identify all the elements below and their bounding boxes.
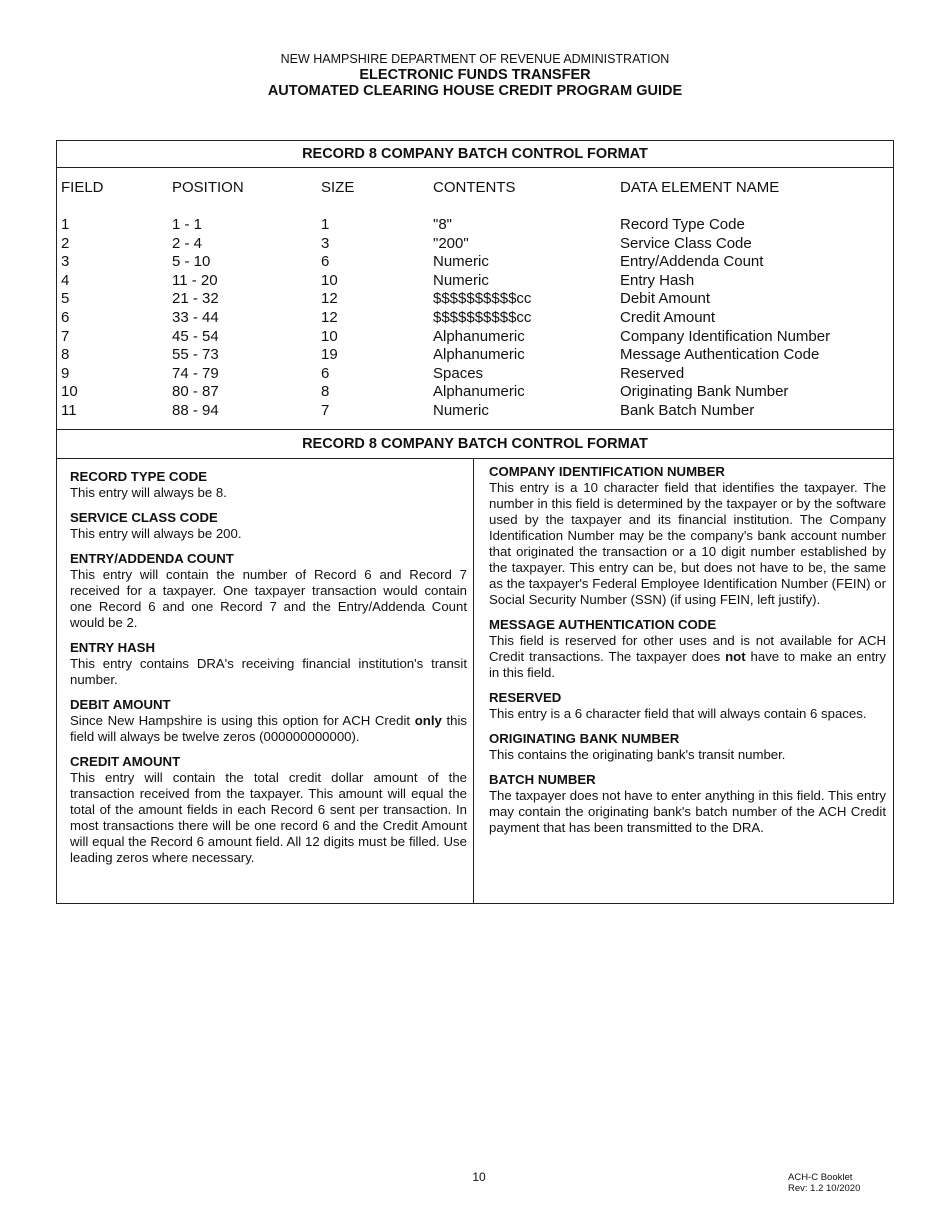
table-row: [57, 402, 893, 420]
cell-position: 88 - 94: [172, 402, 219, 419]
cell-size: 8: [321, 383, 330, 401]
table-row: [57, 216, 893, 234]
cell-contents: Alphanumeric: [433, 346, 525, 364]
cell-position: 55 - 73: [172, 346, 219, 364]
table-row: [57, 346, 893, 364]
description-text-emphasis: not: [725, 649, 746, 664]
cell-contents: Alphanumeric: [433, 383, 525, 401]
description-heading: COMPANY IDENTIFICATION NUMBER: [489, 464, 725, 479]
table-row: [57, 290, 893, 308]
document-title-line1: ELECTRONIC FUNDS TRANSFER: [359, 67, 591, 83]
cell-size: 3: [321, 234, 330, 252]
cell-data-element-name: Company Identification Number: [620, 327, 831, 345]
cell-position: 1 - 1: [172, 216, 203, 233]
description-item: [489, 690, 886, 722]
description-text: This entry is a 6 character field that will always contain 6 spaces.: [489, 706, 867, 721]
cell-contents: Numeric: [433, 253, 489, 271]
table-row: [57, 253, 893, 271]
booklet-revision: [788, 1172, 860, 1194]
description-text: This contains the originating bank's transit number.: [489, 747, 786, 762]
cell-field: 3: [61, 253, 70, 271]
description-text: This entry is a 10 character field that identifies the taxpayer. The number in this field is determined by the taxpayer or by the software used by the taxpayer and its financial institution. The Company Identification Number may be the company's bank account number that originated the transaction or a 10 digit number established by the taxpayer. This entry can be, but does not have to be, the same as the taxpayer's Federal Employee Identification Number (FEIN) or Social Security Number (SSN) (if using FEIN, left justify).: [489, 480, 886, 607]
descriptions-left-column: [70, 469, 467, 875]
cell-data-element-name: Debit Amount: [620, 290, 711, 308]
format-table-title: RECORD 8 COMPANY BATCH CONTROL FORMAT: [302, 146, 648, 162]
description-text: [489, 633, 886, 681]
cell-field: 6: [61, 309, 70, 326]
description-text: This entry will always be 200.: [70, 526, 242, 541]
description-text-part: have to make an entry in this field.: [489, 649, 886, 680]
document-header: [0, 52, 950, 99]
cell-data-element-name: Credit Amount: [620, 309, 716, 326]
description-heading: BATCH NUMBER: [489, 772, 596, 787]
description-item: [70, 754, 467, 866]
booklet-name: ACH-C Booklet: [788, 1172, 853, 1183]
description-heading: ENTRY/ADDENDA COUNT: [70, 551, 234, 566]
cell-data-element-name: Reserved: [620, 364, 685, 382]
cell-data-element-name: Entry Hash: [620, 271, 695, 289]
cell-data-element-name: Bank Batch Number: [620, 402, 755, 419]
description-text-part: this field will always be twelve zeros (000000000000).: [70, 713, 467, 744]
column-divider: [473, 458, 474, 904]
divider: [57, 167, 893, 168]
cell-position: 80 - 87: [172, 383, 219, 401]
cell-data-element-name: Message Authentication Code: [620, 346, 820, 364]
description-item: [70, 510, 467, 542]
divider: [57, 429, 893, 430]
cell-data-element-name: Record Type Code: [620, 216, 745, 233]
record-format-box: [56, 140, 894, 904]
table-row: [57, 383, 893, 401]
cell-contents: Spaces: [433, 364, 484, 382]
cell-contents: "200": [433, 234, 469, 252]
description-heading: CREDIT AMOUNT: [70, 754, 181, 769]
description-text: This entry will always be 8.: [70, 485, 227, 500]
description-item: [70, 551, 467, 631]
cell-data-element-name: Service Class Code: [620, 234, 752, 252]
description-item: [489, 731, 886, 763]
column-header-position: POSITION: [172, 179, 244, 196]
description-heading: ENTRY HASH: [70, 640, 155, 655]
description-text-part: Since New Hampshire is using this option for ACH Credit: [70, 713, 415, 728]
description-text: This entry will contain the total credit dollar amount of the transaction received from the taxpayer. This amount will equal the total of the amount fields in each Record 6 sent per transaction. In most transactions there will be one record 6 and the Credit Amount will equal the Record 6 amount field. All 12 digits must be filled. Use leading zeros where necessary.: [70, 770, 467, 865]
cell-size: 10: [321, 271, 338, 289]
cell-size: 19: [321, 346, 338, 364]
cell-contents: Numeric: [433, 271, 489, 289]
cell-field: 2: [61, 234, 70, 252]
description-text-part: This field is reserved for other uses and is not available for ACH Credit transactions. The taxpayer does: [489, 633, 886, 664]
cell-data-element-name: Originating Bank Number: [620, 383, 789, 401]
cell-field: 9: [61, 364, 70, 382]
description-item: [489, 772, 886, 836]
cell-position: 74 - 79: [172, 364, 219, 382]
cell-size: 1: [321, 216, 330, 233]
cell-position: 2 - 4: [172, 234, 203, 252]
format-table-header: [57, 179, 893, 197]
description-item: [489, 617, 886, 681]
cell-position: 45 - 54: [172, 327, 219, 345]
cell-size: 6: [321, 364, 330, 382]
divider: [57, 458, 893, 459]
column-header-data-element-name: DATA ELEMENT NAME: [620, 179, 780, 196]
cell-contents: "8": [433, 216, 452, 233]
cell-size: 12: [321, 309, 338, 326]
column-header-size: SIZE: [321, 179, 355, 196]
cell-field: 10: [61, 383, 78, 401]
cell-position: 5 - 10: [172, 253, 211, 271]
cell-field: 7: [61, 327, 70, 345]
cell-field: 8: [61, 346, 70, 364]
document-title-line2: AUTOMATED CLEARING HOUSE CREDIT PROGRAM GUIDE: [267, 83, 683, 99]
description-text: The taxpayer does not have to enter anything in this field. This entry may contain the originating bank's batch number of the ACH Credit payment that has been transmitted to the DRA.: [489, 788, 886, 835]
table-row: [57, 365, 893, 383]
page-number: 10: [472, 1170, 486, 1184]
description-item: [489, 464, 886, 608]
description-text-emphasis: only: [414, 713, 442, 728]
description-heading: SERVICE CLASS CODE: [70, 510, 218, 525]
description-item: [70, 640, 467, 688]
description-item: [70, 469, 467, 501]
table-row: [57, 235, 893, 253]
cell-contents: Numeric: [433, 402, 489, 419]
description-text: This entry contains DRA's receiving financial institution's transit number.: [70, 656, 467, 687]
cell-position: 33 - 44: [172, 309, 219, 326]
cell-size: 12: [321, 290, 338, 308]
cell-data-element-name: Entry/Addenda Count: [620, 253, 764, 271]
cell-size: 10: [321, 327, 338, 345]
cell-position: 11 - 20: [172, 271, 218, 289]
table-row: [57, 272, 893, 290]
description-heading: ORIGINATING BANK NUMBER: [489, 731, 680, 746]
description-text: [70, 713, 467, 745]
table-row: [57, 328, 893, 346]
revision-label: Rev: 1.2 10/2020: [788, 1183, 861, 1194]
cell-contents: Alphanumeric: [433, 327, 525, 345]
description-item: [70, 697, 467, 745]
cell-field: 4: [61, 271, 70, 289]
description-heading: RESERVED: [489, 690, 562, 705]
description-text: This entry will contain the number of Record 6 and Record 7 received for a taxpayer. One taxpayer transaction would contain one Record 6 and one Record 7 and the Entry/Addenda Count would be 2.: [70, 567, 467, 630]
cell-field: 5: [61, 290, 70, 308]
cell-size: 6: [321, 253, 330, 271]
cell-field: 1: [61, 216, 70, 233]
cell-contents: $$$$$$$$$$cc: [433, 290, 532, 308]
descriptions-right-column: [489, 464, 886, 845]
table-row: [57, 309, 893, 327]
department-name: NEW HAMPSHIRE DEPARTMENT OF REVENUE ADMINISTRATION: [280, 52, 670, 66]
description-heading: DEBIT AMOUNT: [70, 697, 171, 712]
description-heading: RECORD TYPE CODE: [70, 469, 208, 484]
column-header-field: FIELD: [61, 179, 104, 196]
description-heading: MESSAGE AUTHENTICATION CODE: [489, 617, 717, 632]
cell-position: 21 - 32: [172, 290, 219, 308]
cell-contents: $$$$$$$$$$cc: [433, 309, 532, 326]
column-header-contents: CONTENTS: [433, 179, 516, 196]
cell-field: 11: [61, 402, 77, 419]
descriptions-title: RECORD 8 COMPANY BATCH CONTROL FORMAT: [302, 436, 648, 452]
cell-size: 7: [321, 402, 330, 419]
